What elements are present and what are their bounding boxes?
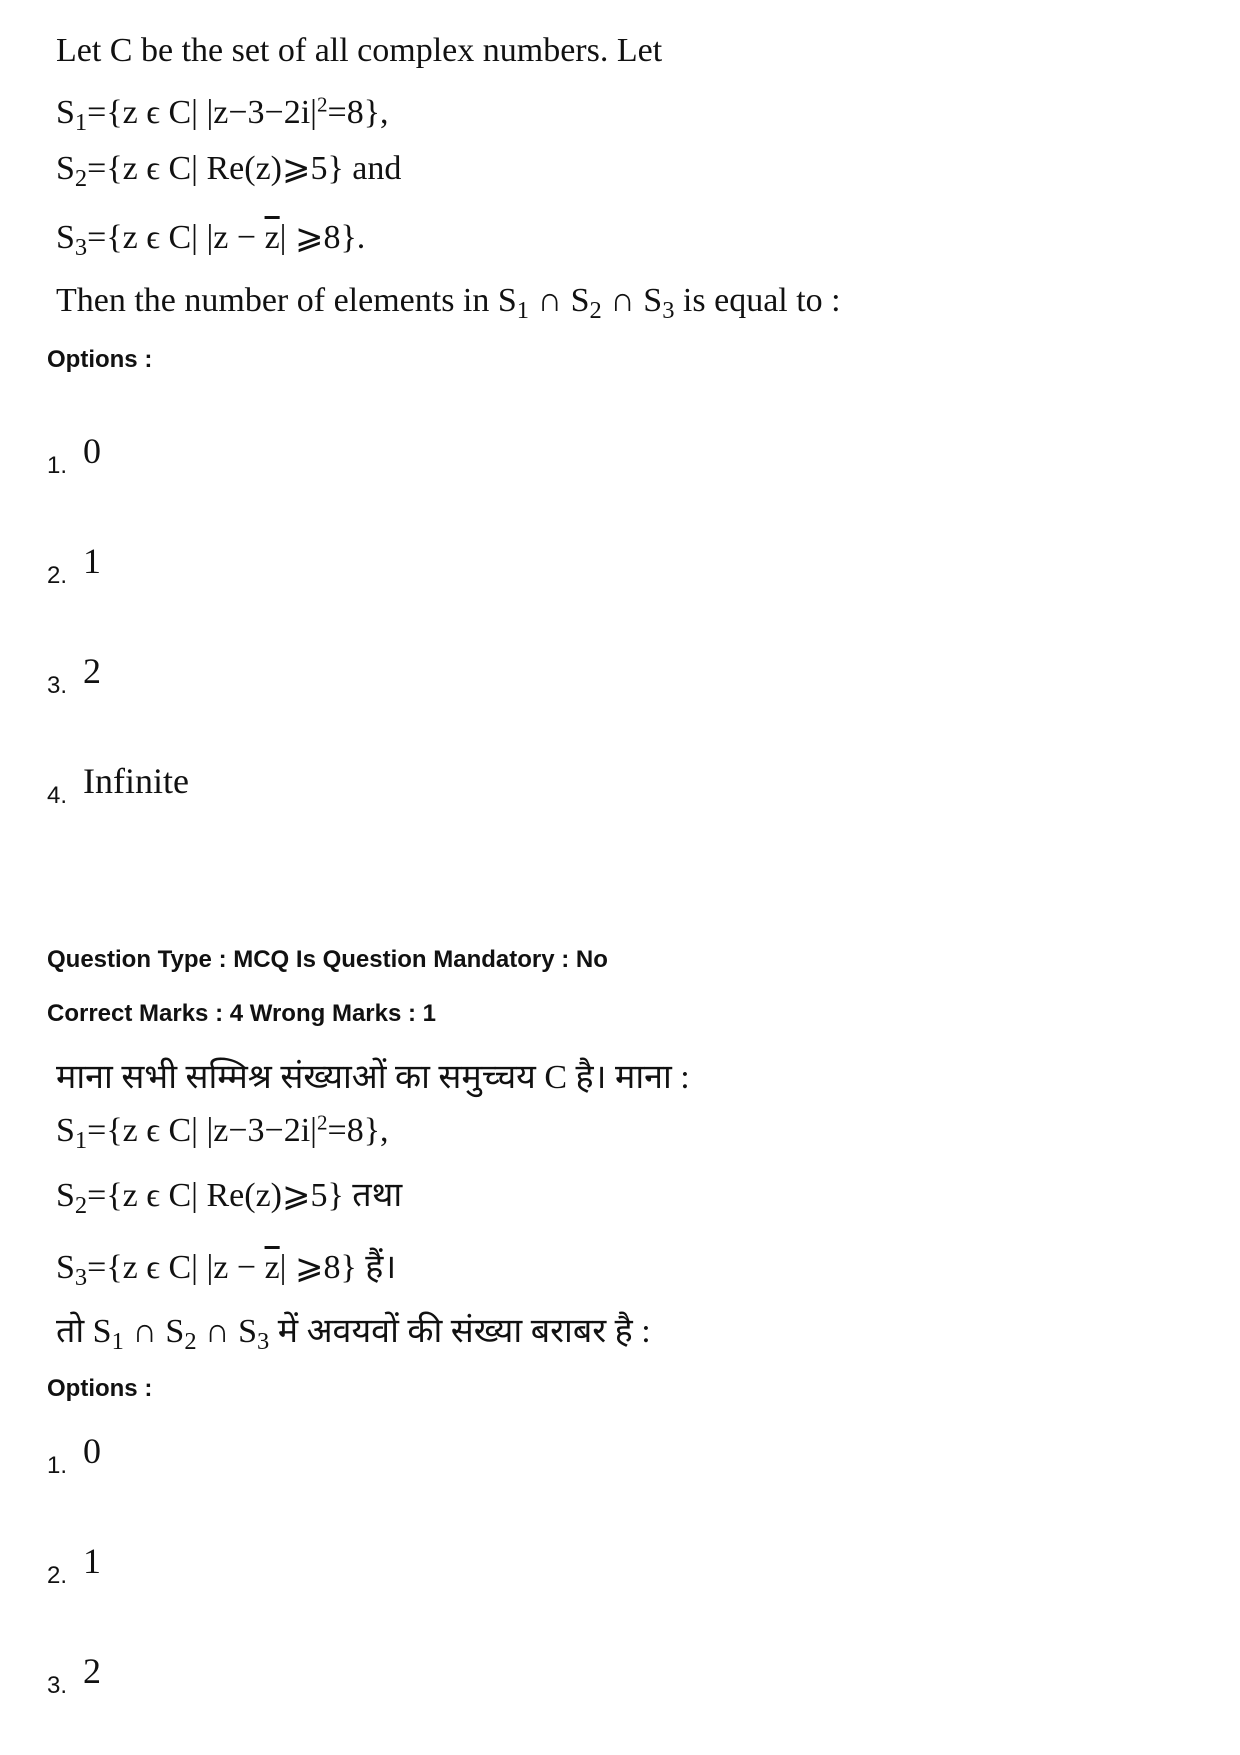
hindi-question-statement: तो $S_1$ ∩ $S_2$ ∩ $S_3$ में अवयवों की संख्या बराबर है : <box>56 1313 651 1355</box>
question-intro: Let C be the set of all complex numbers. Let <box>56 32 663 69</box>
option-number: 2. <box>47 562 68 589</box>
hindi-question-intro: माना सभी सम्मिश्र संख्याओं का समुच्चय C है। माना : <box>56 1059 690 1096</box>
option-number: 3. <box>47 672 68 699</box>
marks-line: Correct Marks : 4 Wrong Marks : 1 <box>47 1000 437 1027</box>
option-number: 3. <box>47 1672 68 1699</box>
set-s2-definition: $S_2=\{z$ ϵ C| Re(z)⩾5} and <box>56 150 402 192</box>
options-heading: Options : <box>47 346 153 373</box>
option-number: 2. <box>47 1562 68 1589</box>
option-value[interactable]: Infinite <box>83 761 189 801</box>
option-value[interactable]: 2 <box>83 651 101 691</box>
option-value[interactable]: 0 <box>83 1431 101 1471</box>
option-number: 1. <box>47 1452 68 1479</box>
set-s3-definition: $S_3=\{z$ ϵ C| $|z - \overline{z}|$ ⩾8}. <box>56 219 366 261</box>
hindi-set-s2-definition: $S_2=\{z$ ϵ C| Re(z)⩾5} तथा <box>56 1177 403 1219</box>
option-number: 4. <box>47 782 68 809</box>
option-number: 1. <box>47 452 68 479</box>
hindi-set-s1-definition: $S_1=\{z$ ϵ C| $|z-3-2i|^2=8$}, <box>56 1110 389 1154</box>
question-type-line: Question Type : MCQ Is Question Mandatory : No <box>47 946 608 973</box>
question-statement: Then the number of elements in $S_1$ ∩ $S_2$ ∩ $S_3$ is equal to : <box>56 282 841 324</box>
hindi-options-heading: Options : <box>47 1375 153 1402</box>
option-value[interactable]: 1 <box>83 1541 101 1581</box>
option-value[interactable]: 1 <box>83 541 101 581</box>
hindi-set-s3-definition: $S_3=\{z$ ϵ C| $|z - \overline{z}|$ ⩾8} हैं। <box>56 1249 397 1291</box>
set-s1-definition: $S_1=\{z$ ϵ C| $|z-3-2i|^2=8$}, <box>56 92 389 136</box>
option-value[interactable]: 2 <box>83 1651 101 1691</box>
option-value[interactable]: 0 <box>83 431 101 471</box>
